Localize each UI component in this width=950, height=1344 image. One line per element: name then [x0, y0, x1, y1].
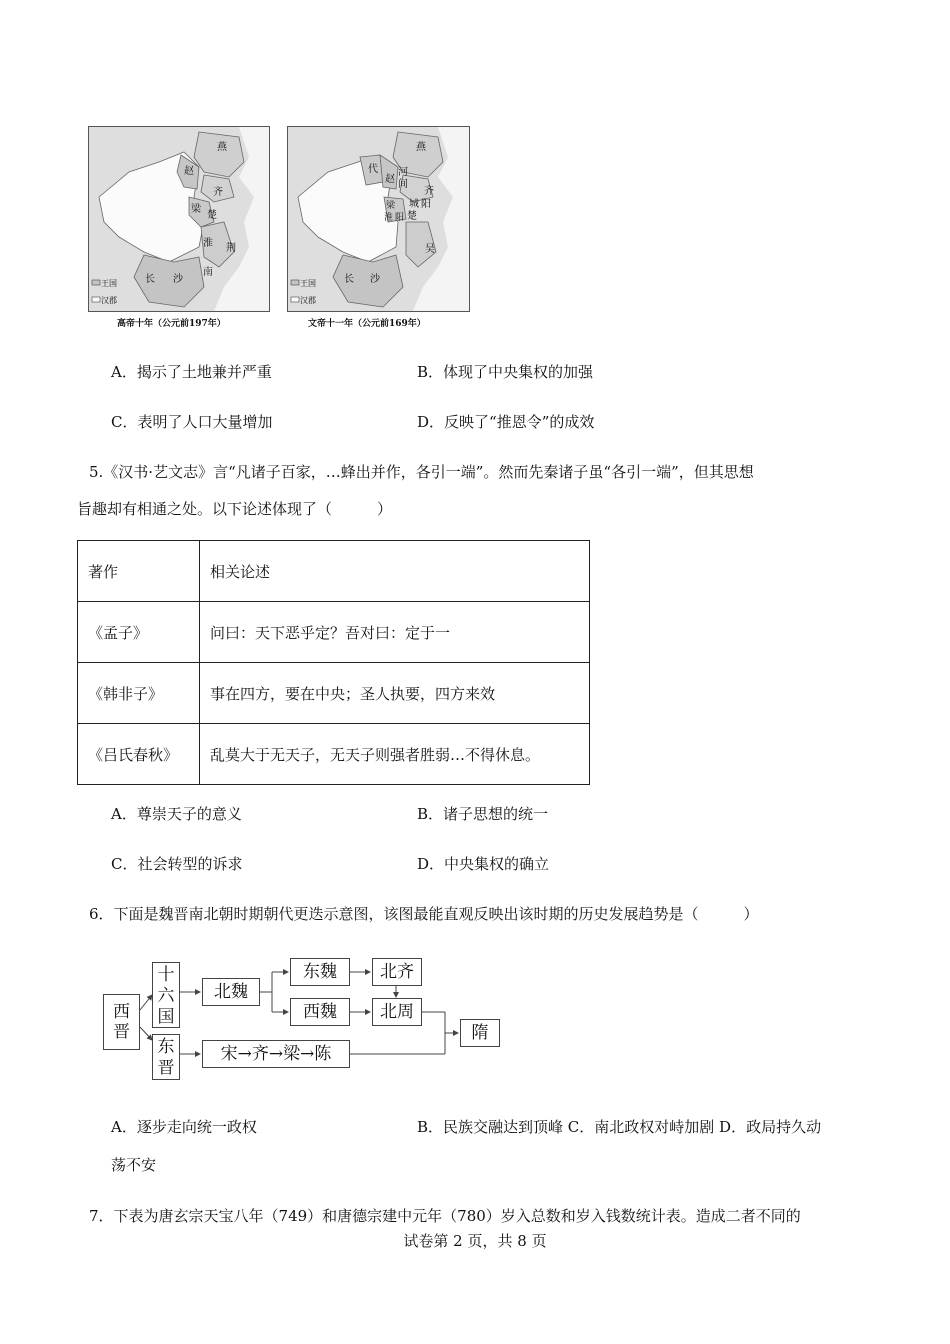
- flow-node-south: 宋→齐→梁→陈: [202, 1040, 350, 1068]
- map-wendi-region-label: 赵: [385, 174, 395, 185]
- table-row: [78, 724, 590, 785]
- table-row: [78, 663, 590, 724]
- map-wendi-region-label: 齐: [424, 186, 434, 197]
- map-gaodi-region-label: 南: [203, 267, 213, 278]
- map-wendi-region-label: 间: [398, 179, 408, 190]
- flow-node-sui: 隋: [460, 1019, 500, 1047]
- flow-node-beizhou: 北周: [372, 998, 422, 1026]
- table-cell: 问曰：天下恶乎定？吾对曰：定于一: [200, 602, 590, 663]
- map-gaodi-region-label: 荆: [226, 243, 236, 254]
- map-wendi-region-label: 长: [344, 274, 354, 285]
- table-header-cell: 相关论述: [200, 541, 590, 602]
- map-wendi-caption: 文帝十一年（公元前169年）: [308, 319, 426, 329]
- q5-stem-line2: 旨趣却有相通之处。以下论述体现了（ ）: [77, 500, 393, 518]
- map-wendi-region-label: 城: [409, 199, 419, 210]
- table-row: [78, 602, 590, 663]
- flow-node-xijin: 西 晋: [103, 994, 140, 1050]
- q4-option-b: B．体现了中央集权的加强: [417, 363, 594, 381]
- table-cell: 《吕氏春秋》: [78, 724, 200, 785]
- map-gaodi-region-label: 梁: [191, 204, 201, 215]
- map-wendi-region-label: 阳: [395, 213, 405, 223]
- q6-option-d-continued: 荡不安: [111, 1156, 157, 1174]
- table-cell: 事在四方，要在中央；圣人执要，四方来效: [200, 663, 590, 724]
- q5-option-b: B．诸子思想的统一: [417, 805, 549, 823]
- map-wendi-region-label: 梁: [386, 201, 396, 211]
- q6-option-bcd: B．民族交融达到顶峰 C．南北政权对峙加剧 D．政局持久动: [417, 1118, 822, 1136]
- q5-stem-line1: 5.《汉书·艺文志》言“凡诸子百家，…蜂出并作，各引一端”。然而先秦诸子虽“各引一端”，但其思想: [89, 463, 754, 481]
- map-wendi-region-label: 阳: [421, 199, 431, 210]
- flow-node-xiwei: 西魏: [290, 998, 350, 1026]
- q4-option-a: A．揭示了土地兼并严重: [111, 363, 272, 381]
- q5-table: [77, 540, 590, 785]
- q4-option-c: C．表明了人口大量增加: [111, 413, 273, 431]
- map-gaodi-legend-commandery: 汉郡: [101, 296, 117, 305]
- map-wendi-region-label: 燕: [416, 142, 426, 153]
- map-wendi-legend-commandery: 汉郡: [300, 296, 316, 305]
- map-gaodi-region-label: 淮: [203, 238, 213, 249]
- q5-option-c: C．社会转型的诉求: [111, 855, 243, 873]
- map-gaodi-legend-kingdom: 王国: [101, 279, 117, 288]
- flow-node-shiliuguo: 十 六 国: [152, 962, 180, 1028]
- flow-node-dongwei: 东魏: [290, 958, 350, 986]
- map-gaodi-region-label: 燕: [217, 142, 227, 153]
- q7-stem: 7．下表为唐玄宗天宝八年（749）和唐德宗建中元年（780）岁入总数和岁入钱数统计表。造成二者不同的: [89, 1207, 801, 1225]
- map-gaodi-region-label: 长: [145, 274, 155, 285]
- map-gaodi-caption: 高帝十年（公元前197年）: [117, 319, 226, 329]
- table-header-cell: 著作: [78, 541, 200, 602]
- map-gaodi-region-label: 沙: [173, 274, 183, 285]
- map-gaodi-region-label: 齐: [213, 187, 223, 198]
- map-gaodi-region-label: 赵: [184, 166, 194, 177]
- q6-option-a: A．逐步走向统一政权: [111, 1118, 257, 1136]
- q6-stem: 6．下面是魏晋南北朝时期朝代更迭示意图，该图最能直观反映出该时期的历史发展趋势是（ ）: [89, 905, 759, 923]
- table-cell: 乱莫大于无天子，无天子则强者胜弱…不得休息。: [200, 724, 590, 785]
- page-footer: 试卷第 2 页，共 8 页: [403, 1232, 547, 1250]
- map-wendi-region-label: 吴: [425, 244, 435, 255]
- map-gaodi-region-label: 楚: [207, 210, 217, 221]
- flow-node-beiqi: 北齐: [372, 958, 422, 986]
- map-wendi-region-label: 河: [398, 167, 408, 178]
- q5-option-a: A．尊崇天子的意义: [111, 805, 242, 823]
- map-wendi-region-label: 沙: [370, 274, 380, 285]
- map-wendi-region-label: 楚: [407, 211, 417, 222]
- table-header-row: [78, 541, 590, 602]
- table-cell: 《韩非子》: [78, 663, 200, 724]
- map-wendi-region-label: 代: [368, 164, 378, 175]
- map-wendi-region-label: 淮: [384, 213, 394, 223]
- flow-node-beiwei: 北魏: [202, 978, 260, 1006]
- flow-node-dongjin: 东 晋: [152, 1034, 180, 1080]
- table-cell: 《孟子》: [78, 602, 200, 663]
- q4-option-d: D．反映了“推恩令”的成效: [417, 413, 595, 431]
- q5-option-d: D．中央集权的确立: [417, 855, 550, 873]
- map-wendi-legend-kingdom: 王国: [300, 279, 316, 288]
